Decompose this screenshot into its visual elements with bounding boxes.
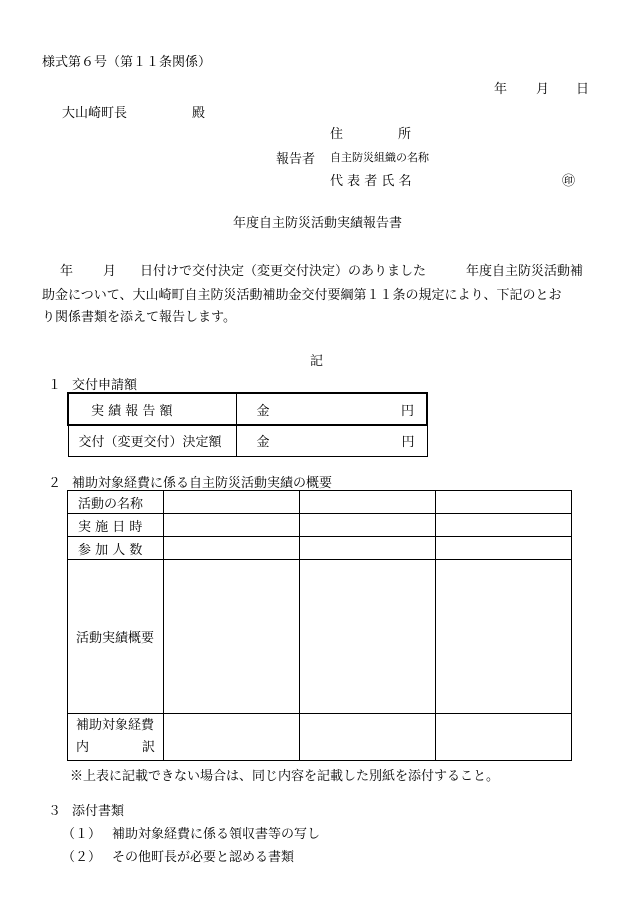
activity-summary-cell-2[interactable] bbox=[300, 560, 436, 714]
section3-number: ３ bbox=[48, 804, 62, 819]
amount-suffix: 円 bbox=[401, 435, 415, 451]
attachment-item-1-number: （１） bbox=[62, 827, 102, 842]
table-row bbox=[68, 393, 427, 425]
body-line-3: り関係書類を添えて報告します。 bbox=[42, 310, 236, 325]
activity-name-cell-3[interactable] bbox=[436, 491, 572, 514]
attachment-item-1-text: 補助対象経費に係る領収書等の写し bbox=[112, 827, 321, 842]
document-title: 年度自主防災活動実績報告書 bbox=[233, 216, 403, 231]
actual-report-amount-cell[interactable] bbox=[236, 393, 427, 425]
attachment-item-2-number: （２） bbox=[62, 850, 102, 865]
activity-name-cell-2[interactable] bbox=[300, 491, 436, 514]
section1-number: １ bbox=[48, 378, 62, 393]
seal-mark: ㊞ bbox=[562, 174, 576, 189]
expense-label-uchi: 内 bbox=[76, 740, 90, 755]
table-row bbox=[68, 491, 572, 514]
participants-cell-3[interactable] bbox=[436, 537, 572, 560]
representative-label: 代 表 者 氏 名 bbox=[330, 174, 412, 189]
amount-suffix: 円 bbox=[400, 403, 414, 419]
expense-label-wake: 訳 bbox=[141, 740, 155, 755]
decision-amount-label: 交付（変更交付）決定額 bbox=[68, 425, 236, 456]
body-year: 年 bbox=[60, 264, 74, 279]
amount-prefix: 金 bbox=[256, 435, 270, 451]
activity-name-label: 活動の名称 bbox=[68, 491, 164, 514]
participants-label: 参 加 人 数 bbox=[68, 537, 164, 560]
decision-amount-cell[interactable] bbox=[236, 425, 427, 456]
section2-number: ２ bbox=[48, 476, 62, 491]
expense-breakdown-cell-3[interactable] bbox=[436, 714, 572, 761]
org-name-label: 自主防災組織の名称 bbox=[330, 151, 429, 164]
activity-name-cell-1[interactable] bbox=[164, 491, 300, 514]
expense-label-line2 bbox=[76, 737, 155, 759]
activity-summary-cell-3[interactable] bbox=[436, 560, 572, 714]
date-day-label: 日 bbox=[576, 82, 590, 97]
body-month: 月 bbox=[103, 264, 117, 279]
actual-report-amount-label: 実 績 報 告 額 bbox=[68, 393, 236, 425]
implementation-date-cell-3[interactable] bbox=[436, 514, 572, 537]
participants-cell-1[interactable] bbox=[164, 537, 300, 560]
expense-breakdown-cell-1[interactable] bbox=[164, 714, 300, 761]
section3-title: 添付書類 bbox=[72, 804, 125, 819]
implementation-date-cell-2[interactable] bbox=[300, 514, 436, 537]
section2-title: 補助対象経費に係る自主防災活動実績の概要 bbox=[72, 476, 333, 491]
expense-breakdown-cell-2[interactable] bbox=[300, 714, 436, 761]
honorific: 殿 bbox=[192, 106, 206, 121]
expense-label-line1: 補助対象経費 bbox=[76, 718, 155, 733]
addressee: 大山崎町長 bbox=[62, 106, 128, 121]
implementation-date-cell-1[interactable] bbox=[164, 514, 300, 537]
activity-summary-label: 活動実績概要 bbox=[68, 560, 164, 714]
application-amount-table bbox=[67, 392, 428, 457]
date-month-label: 月 bbox=[536, 82, 550, 97]
address-label-part2: 所 bbox=[398, 127, 412, 142]
body-line-2: 助金について、大山崎町自主防災活動補助金交付要綱第１１条の規定により、下記のとお bbox=[42, 288, 562, 303]
body-fiscal-year-text: 年度自主防災活動補 bbox=[466, 264, 584, 279]
body-decision-text: 日付けで交付決定（変更交付決定）のありました bbox=[140, 264, 427, 279]
ki-heading: 記 bbox=[310, 354, 324, 369]
table-row bbox=[68, 514, 572, 537]
reporter-label: 報告者 bbox=[276, 152, 316, 167]
section1-title: 交付申請額 bbox=[72, 378, 138, 393]
address-label-part1: 住 bbox=[330, 127, 344, 142]
table-row bbox=[68, 560, 572, 714]
attachment-item-2-text: その他町長が必要と認める書類 bbox=[112, 850, 295, 865]
table-row bbox=[68, 714, 572, 761]
amount-prefix: 金 bbox=[256, 403, 270, 419]
implementation-date-label: 実 施 日 時 bbox=[68, 514, 164, 537]
table-note: ※上表に記載できない場合は、同じ内容を記載した別紙を添付すること。 bbox=[70, 769, 500, 784]
activity-summary-table bbox=[67, 490, 572, 761]
date-year-label: 年 bbox=[494, 82, 508, 97]
participants-cell-2[interactable] bbox=[300, 537, 436, 560]
table-row bbox=[68, 425, 427, 456]
table-row bbox=[68, 537, 572, 560]
activity-summary-cell-1[interactable] bbox=[164, 560, 300, 714]
form-number: 様式第６号（第１１条関係） bbox=[42, 55, 212, 70]
expense-breakdown-label bbox=[68, 714, 164, 761]
